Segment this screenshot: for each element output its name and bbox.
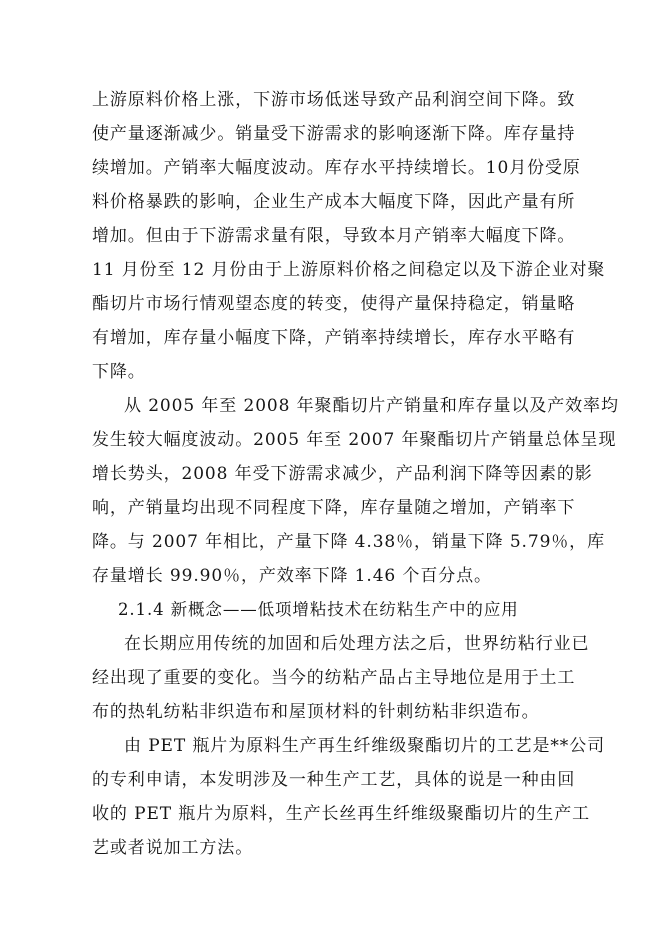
text-line: 收的 PET 瓶片为原料，生产长丝再生纤维级聚酯切片的生产工 xyxy=(92,804,590,824)
text-line: 艺或者说加工方法。 xyxy=(92,838,254,858)
section-heading: 2.1.4 新概念——低项增粘技术在纺粘生产中的应用 xyxy=(118,600,519,619)
text-line: 的专利申请，本发明涉及一种生产工艺，具体的说是一种由回 xyxy=(92,770,576,790)
text-line: 增加。但由于下游需求量有限，导致本月产销率大幅度下降。 xyxy=(92,226,576,246)
text-line: 使产量逐渐减少。销量受下游需求的影响逐渐下降。库存量持 xyxy=(92,124,576,144)
text-line: 料价格暴跌的影响，企业生产成本大幅度下降，因此产量有所 xyxy=(92,192,576,212)
text-line: 有增加，库存量小幅度下降，产销率持续增长，库存水平略有 xyxy=(92,328,576,348)
text-line: 续增加。产销率大幅度波动。库存水平持续增长。10月份受原 xyxy=(92,158,581,178)
text-line: 下降。 xyxy=(92,362,146,382)
text-line: 发生较大幅度波动。2005 年至 2007 年聚酯切片产销量总体呈现 xyxy=(92,430,617,450)
text-line: 增长势头，2008 年受下游需求减少，产品利润下降等因素的影 xyxy=(92,464,593,484)
text-line: 存量增长 99.90％，产效率下降 1.46 个百分点。 xyxy=(92,566,492,586)
text-line: 由 PET 瓶片为原料生产再生纤维级聚酯切片的工艺是**公司 xyxy=(124,736,605,756)
text-line: 响，产销量均出现不同程度下降，库存量随之增加，产销率下 xyxy=(92,498,576,518)
text-line: 11 月份至 12 月份由于上游原料价格之间稳定以及下游企业对聚 xyxy=(92,260,606,280)
text-line: 经出现了重要的变化。当今的纺粘产品占主导地位是用于土工 xyxy=(92,668,576,688)
text-line: 从 2005 年至 2008 年聚酯切片产销量和库存量以及产效率均 xyxy=(124,396,619,416)
text-line: 布的热轧纺粘非织造布和屋顶材料的针刺纺粘非织造布。 xyxy=(92,702,540,722)
text-line: 酯切片市场行情观望态度的转变，使得产量保持稳定，销量略 xyxy=(92,294,576,314)
text-line: 在长期应用传统的加固和后处理方法之后，世界纺粘行业已 xyxy=(124,634,590,654)
text-line: 上游原料价格上涨，下游市场低迷导致产品利润空间下降。致 xyxy=(92,90,576,110)
text-line: 降。与 2007 年相比，产量下降 4.38％，销量下降 5.79％，库 xyxy=(92,532,605,552)
